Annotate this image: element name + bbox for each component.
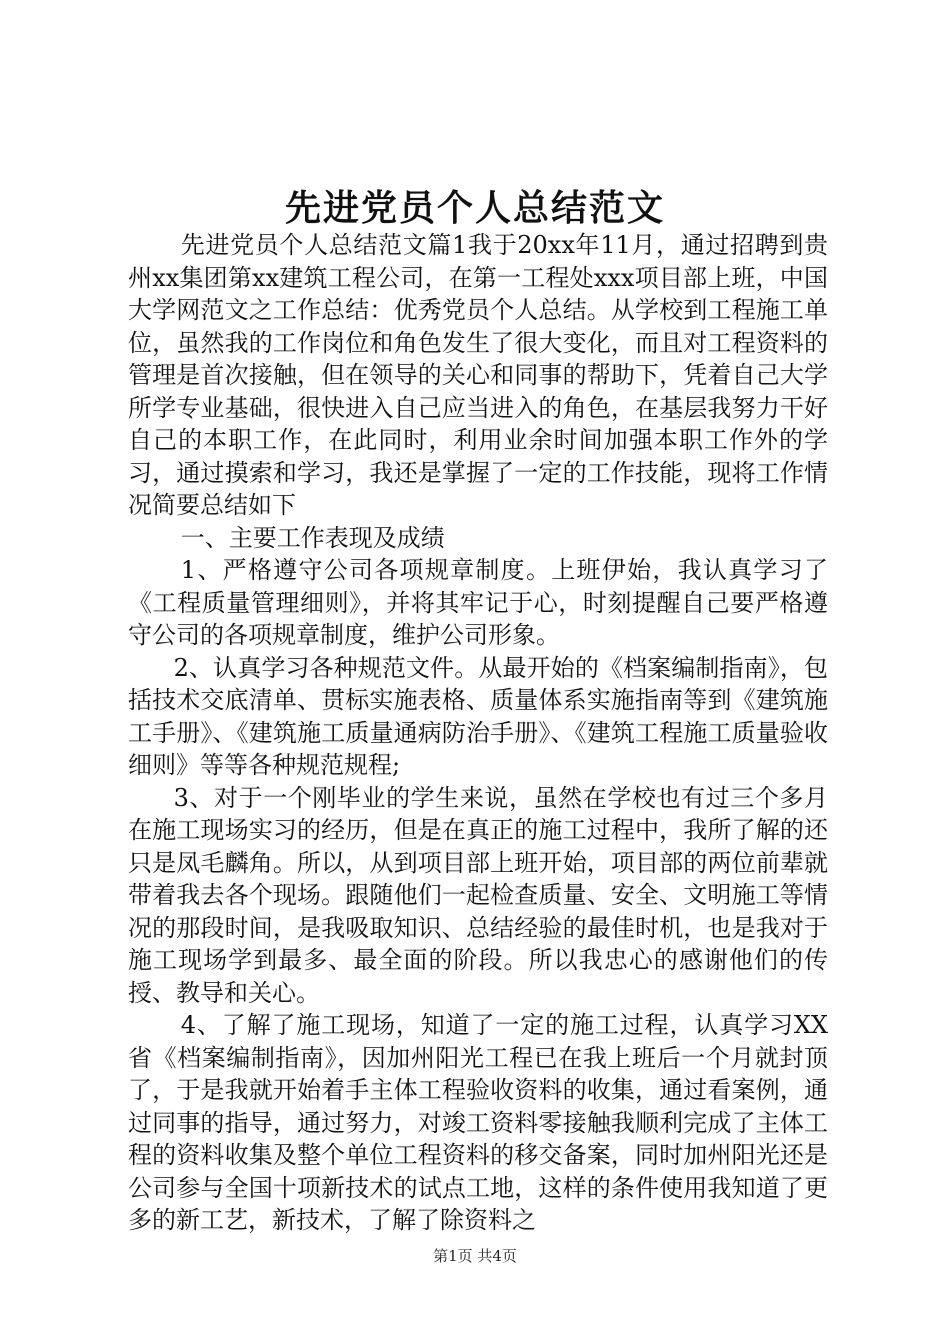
paragraph-item-1: 1、严格遵守公司各项规章制度。上班伊始，我认真学习了《工程质量管理细则》，并将其牢记于心，时刻提醒自己要严格遵守公司的各项规章制度，维护公司形象。 <box>128 556 828 649</box>
paragraph-item-4: 4、了解了施工现场，知道了一定的施工过程，认真学习XX省《档案编制指南》，因加州阳光工程已在我上班后一个月就封顶了，于是我就开始着手主体工程验收资料的收集，通过看案例，通过同事的指导，通过努力，对竣工资料零接触我顺利完成了主体工程的资料收集及整个单位工程资料的移交备案，同时加州阳光还是公司参与全国十项新技术的试点工地，这样的条件使用我知道了更多的新工艺，新技术，了解了除资料之 <box>128 1011 828 1234</box>
paragraph-intro: 先进党员个人总结范文篇1我于20xx年11月，通过招聘到贵州xx集团第xx建筑工程公司，在第一工程处xxx项目部上班，中国大学网范文之工作总结：优秀党员个人总结。从学校到工程施工单位，虽然我的工作岗位和角色发生了很大变化，而且对工程资料的管理是首次接触，但在领导的关心和同事的帮助下，凭着自己大学所学专业基础，很快进入自己应当进入的角色，在基层我努力干好自己的本职工作，在此同时，利用业余时间加强本职工作外的学习，通过摸索和学习，我还是掌握了一定的工作技能，现将工作情况简要总结如下 <box>128 231 828 519</box>
section-heading: 一、主要工作表现及成绩 <box>180 523 445 552</box>
document-body <box>128 229 828 1237</box>
document-title: 先进党员个人总结范文 <box>284 187 665 229</box>
paragraph-item-3: 3、对于一个刚毕业的学生来说，虽然在学校也有过三个多月在施工现场实习的经历，但是在真正的施工过程中，我所了解的还只是凤毛麟角。所以，从到项目部上班开始，项目部的两位前辈就带着我去各个现场。跟随他们一起检查质量、安全、文明施工等情况的那段时间，是我吸取知识、总结经验的最佳时机，也是我对于施工现场学到最多、最全面的阶段。所以我忠心的感谢他们的传授、教导和关心。 <box>128 783 828 1007</box>
page-footer: 第1页 共4页 <box>433 1247 517 1265</box>
paragraph-item-2: 2、认真学习各种规范文件。从最开始的《档案编制指南》，包括技术交底清单、贯标实施表格、质量体系实施指南等到《建筑施工手册》、《建筑施工质量通病防治手册》、《建筑工程施工质量验收细则》等等各种规范规程; <box>128 653 828 779</box>
